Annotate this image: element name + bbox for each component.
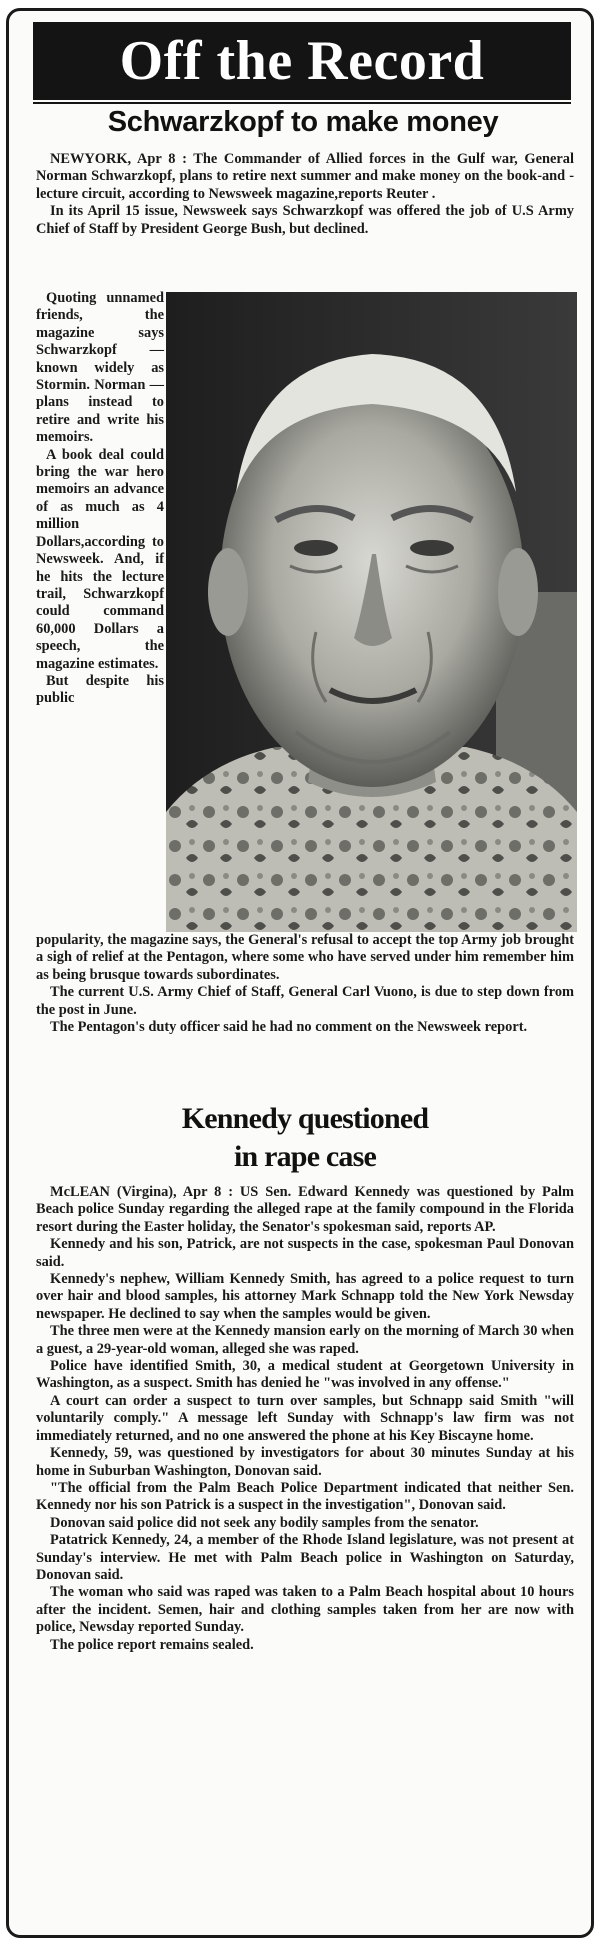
article2-paragraph: The three men were at the Kennedy mansion early on the morning of March 30 when a guest, a 29-year-old woman, alleged she was raped.	[36, 1323, 574, 1357]
article1-lead	[36, 151, 574, 238]
article1-wrap-column	[36, 290, 164, 708]
article1-paragraph: popularity, the magazine says, the General's refusal to accept the top Army job brought a sigh of relief at the Pentagon, where some who have served under him remember him as being brusque towards subordinates.	[36, 932, 574, 983]
article2-paragraph: Kennedy and his son, Patrick, are not suspects in the case, spokesman Paul Donovan said.	[36, 1236, 574, 1270]
schwarzkopf-portrait-photo	[166, 292, 577, 932]
article2-paragraph: Kennedy's nephew, William Kennedy Smith, has agreed to a police request to turn over hair and blood samples, his attorney Mark Schnapp told the New York Newsday newspaper. He declined to say when the samples would be given.	[36, 1271, 574, 1322]
article2-headline-line: in rape case	[233, 1140, 377, 1173]
article2-paragraph: Donovan said police did not seek any bodily samples from the senator.	[50, 1514, 479, 1531]
article1-paragraph: The current U.S. Army Chief of Staff, General Carl Vuono, is due to step down from the post in June.	[36, 984, 574, 1018]
article1-paragraph: In its April 15 issue, Newsweek says Schwarzkopf was offered the job of U.S Army Chief of Staff by President George Bush, but declined.	[36, 203, 574, 237]
article1-headline: Schwarzkopf to make money	[107, 106, 499, 138]
article2-paragraph: McLEAN (Virgina), Apr 8 : US Sen. Edward Kennedy was questioned by Palm Beach police Sunday regarding the alleged rape at the family compound in the Florida resort during the Easter holiday, the Senator's spokesman said, reports AP.	[36, 1184, 574, 1235]
article1-paragraph: A book deal could bring the war hero memoirs an advance of as much as 4 million Dollars,according to Newsweek. And, if he hits the lecture trail, Schwarzkopf could command 60,000 Dollars a speech, the magazine estimates.	[36, 446, 164, 672]
article1-continuation	[36, 932, 574, 1036]
article1-paragraph: NEWYORK, Apr 8 : The Commander of Allied forces in the Gulf war, General Norman Schwarzkopf, plans to retire next summer and make money on the book-and -lecture circuit, according to Newsweek magazine,reports Reuter .	[36, 151, 574, 202]
article2-paragraph: Police have identified Smith, 30, a medical student at Georgetown University in Washington, as a suspect. Smith has denied he "was involved in any offense."	[36, 1358, 574, 1392]
article2-headline-line: Kennedy questioned	[181, 1102, 429, 1135]
article1-paragraph: Quoting unnamed friends, the magazine says Schwarzkopf —known widely as Stormin. Norman —plans instead to retire and write his memoirs.	[36, 290, 164, 446]
portrait-illustration	[166, 292, 577, 932]
article1-paragraph: But despite his public	[36, 672, 164, 707]
article2-paragraph: Patatrick Kennedy, 24, a member of the Rhode Island legislature, was not present at Sunday's interview. He met with Palm Beach police in Washington on Saturday, Donovan said.	[36, 1532, 574, 1583]
masthead-rule	[33, 102, 571, 104]
article1-paragraph: The Pentagon's duty officer said he had no comment on the Newsweek report.	[50, 1019, 528, 1036]
article2-paragraph: The woman who said was raped was taken to a Palm Beach hospital about 10 hours after the incident. Semen, hair and clothing samples taken from her are now with police, Newsday reported Sunday.	[36, 1584, 574, 1636]
section-masthead	[33, 22, 571, 100]
masthead-title: Off the Record	[119, 30, 485, 92]
article2-paragraph: Kennedy, 59, was questioned by investigators for about 30 minutes Sunday at his home in Suburban Washington, Donovan said.	[36, 1445, 574, 1479]
article2-paragraph: "The official from the Palm Beach Police Department indicated that neither Sen. Kennedy nor his son Patrick is a suspect in the investigation", Donovan said.	[36, 1479, 574, 1514]
article2-paragraph: A court can order a suspect to turn over samples, but Schnapp said Smith "will voluntarily comply." A message left Sunday with Schnapp's law firm was not immediately returned, and no one answered the phone at his Key Biscayne home.	[36, 1392, 574, 1444]
article2-body	[36, 1184, 574, 1654]
article2-headline	[36, 1100, 574, 1176]
article2-paragraph: The police report remains sealed.	[50, 1636, 254, 1653]
